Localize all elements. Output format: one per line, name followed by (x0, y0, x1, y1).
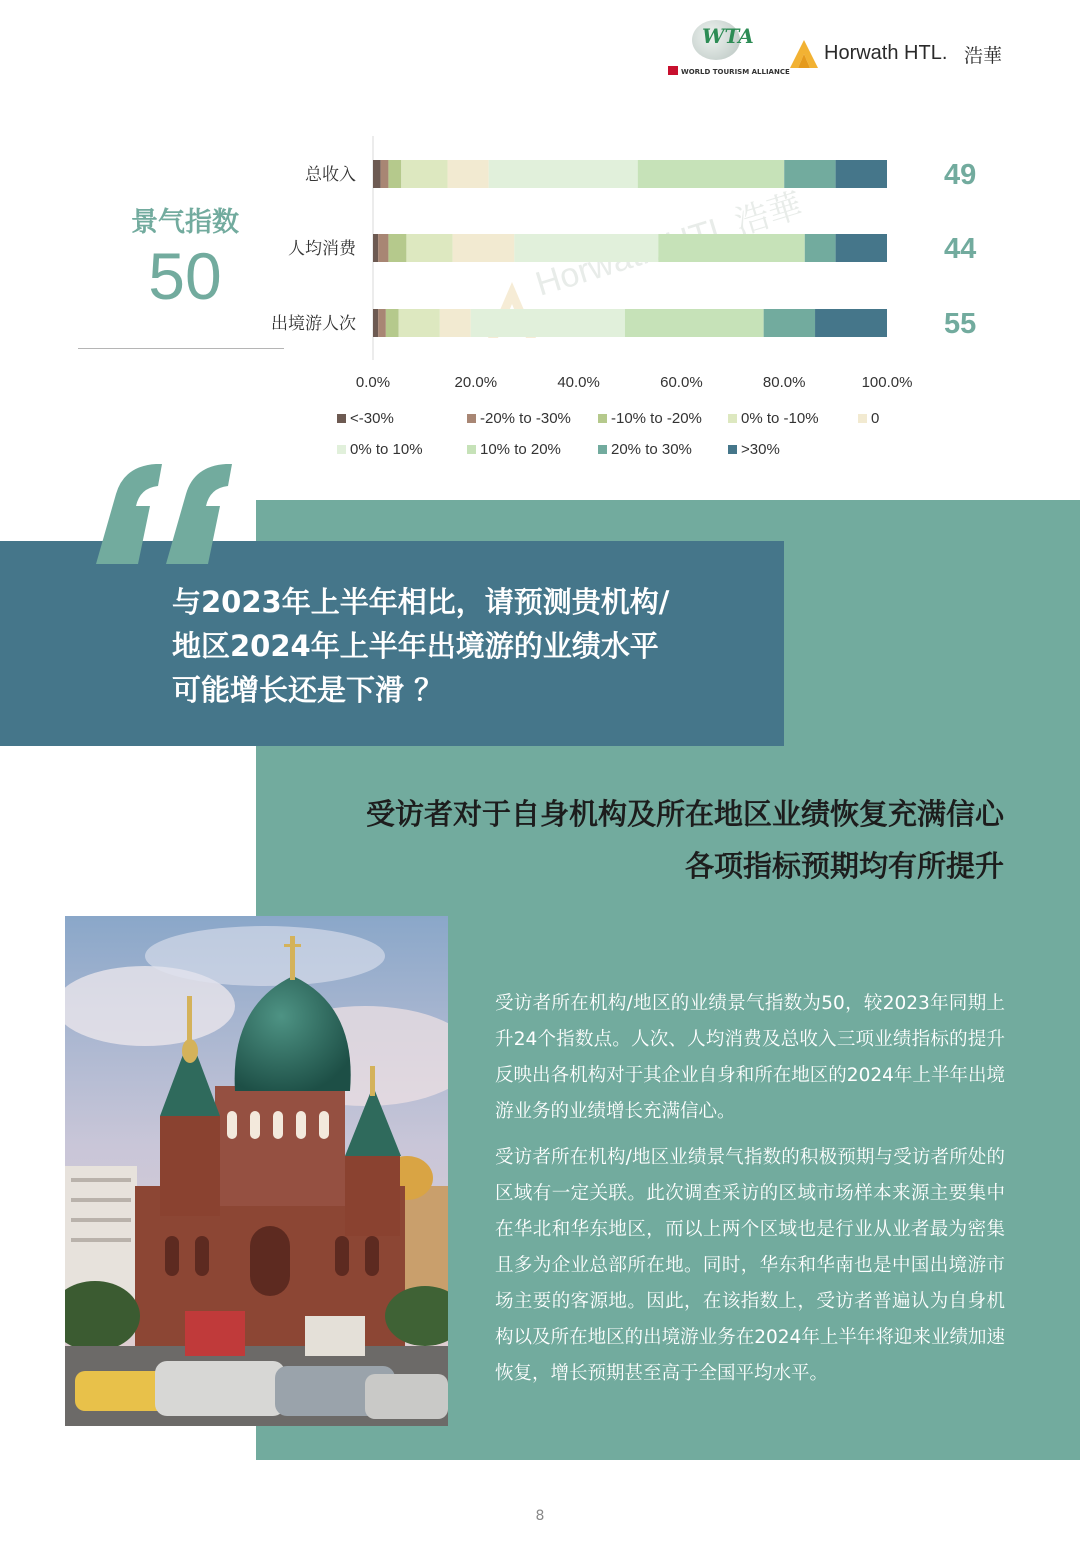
body-text (495, 986, 1005, 1402)
horwath-mark-icon (788, 38, 820, 70)
bar-segment-2-7 (764, 309, 815, 337)
legend-swatch (467, 414, 476, 423)
cathedral-photo (65, 916, 448, 1426)
legend-swatch (728, 414, 737, 423)
legend-label: 0% to -10% (741, 410, 819, 427)
legend-swatch (598, 414, 607, 423)
legend-label: -10% to -20% (611, 410, 702, 427)
category-label: 人均消费 (288, 239, 356, 259)
bar-segment-0-7 (784, 160, 835, 188)
x-tick-label: 100.0% (861, 374, 913, 391)
index-label: 景气指数 (131, 207, 239, 238)
category-label: 出境游人次 (271, 314, 356, 334)
headline (300, 788, 1004, 892)
legend-label: 20% to 30% (611, 441, 692, 458)
bar-segment-1-8 (836, 234, 887, 262)
x-tick-label: 80.0% (762, 374, 806, 391)
headline-line: 各项指标预期均有所提升 (684, 849, 1004, 883)
x-tick-label: 40.0% (557, 374, 600, 391)
bar-segment-2-3 (399, 309, 440, 337)
bar-segment-1-3 (406, 234, 452, 262)
legend-swatch (467, 445, 476, 454)
horwath-cn-name: 浩華 (964, 45, 1003, 67)
bar-segment-2-1 (378, 309, 386, 337)
wta-logo-text: WTA (702, 24, 754, 48)
page-number: 8 (535, 1508, 545, 1524)
legend-swatch (337, 445, 346, 454)
bar-segment-1-4 (453, 234, 515, 262)
question-text (172, 580, 752, 712)
wta-logo-subtitle (668, 66, 790, 76)
legend-label: >30% (741, 441, 780, 458)
bar-segment-0-5 (489, 160, 638, 188)
bar-segment-0-2 (388, 160, 401, 188)
legend-label: 0% to 10% (350, 441, 423, 458)
bar-segment-1-1 (378, 234, 388, 262)
index-value: 50 (148, 239, 222, 313)
bar-segment-1-7 (805, 234, 836, 262)
headline-line: 受访者对于自身机构及所在地区业绩恢复充满信心 (365, 797, 1004, 831)
legend-swatch (337, 414, 346, 423)
legend-swatch (728, 445, 737, 454)
bar-segment-0-3 (401, 160, 447, 188)
question-line: 地区2024年上半年出境游的业绩水平 (172, 629, 659, 663)
quote-mark-icon (66, 444, 236, 574)
watermark-text: Horwath 浩華 (531, 186, 807, 304)
flag-icon (668, 66, 678, 75)
bar-segment-0-4 (448, 160, 489, 188)
horwath-name: Horwath HTL. (824, 42, 948, 64)
legend-swatch (598, 445, 607, 454)
row-score: 44 (944, 233, 977, 265)
bar-segment-1-5 (514, 234, 658, 262)
bar-segment-1-0 (373, 234, 378, 262)
bar-segment-0-6 (638, 160, 784, 188)
body-paragraph: 受访者所在机构/地区业绩景气指数的积极预期与受访者所处的区域有一定关联。此次调查采访的区域市场样本来源主要集中在华北和华东地区，而以上两个区域也是行业从业者最为密集且多为企业总部所在地。同时，华东和华南也是中国出境游市场主要的客源地。因此，在该指数上，受访者普遍认为自身机构以及所在地区的出境游业务在2024年上半年将迎来业绩加速恢复，增长预期甚至高于全国平均水平。 (495, 1147, 1005, 1384)
bar-segment-2-4 (440, 309, 471, 337)
category-label: 总收入 (305, 165, 356, 185)
x-tick-label: 60.0% (660, 374, 703, 391)
row-score: 55 (944, 308, 977, 340)
question-line: 与2023年上半年相比，请预测贵机构/ (172, 585, 670, 619)
legend-label: -20% to -30% (480, 410, 571, 427)
wta-logo-subtitle-text: WORLD TOURISM ALLIANCE (681, 68, 790, 76)
bar-segment-0-8 (836, 160, 887, 188)
row-score: 49 (944, 159, 977, 191)
bar-segment-2-8 (815, 309, 887, 337)
x-tick-label: 0.0% (355, 374, 391, 391)
bar-segment-1-6 (658, 234, 804, 262)
legend-label: 10% to 20% (480, 441, 561, 458)
bar-segment-2-6 (625, 309, 764, 337)
bar-segment-0-1 (381, 160, 389, 188)
stacked-bar-chart (0, 120, 1080, 480)
question-line: 可能增长还是下滑 ？ (172, 673, 444, 707)
wta-logo (664, 16, 790, 80)
bar-segment-0-0 (373, 160, 381, 188)
body-paragraph: 受访者所在机构/地区的业绩景气指数为50，较2023年同期上升24个指数点。人次、人均消费及总收入三项业绩指标的提升反映出各机构对于其企业自身和所在地区的2024年上半年出境游业务的业绩增长充满信心。 (495, 993, 1005, 1122)
legend-swatch (858, 414, 867, 423)
legend-label: 0 (871, 410, 880, 427)
bar-segment-1-2 (388, 234, 406, 262)
bar-segment-2-5 (471, 309, 625, 337)
bar-segment-2-0 (373, 309, 378, 337)
x-tick-label: 20.0% (454, 374, 498, 391)
horwath-logo (788, 38, 1018, 74)
bar-segment-2-2 (386, 309, 399, 337)
legend-label: <-30% (350, 410, 394, 427)
